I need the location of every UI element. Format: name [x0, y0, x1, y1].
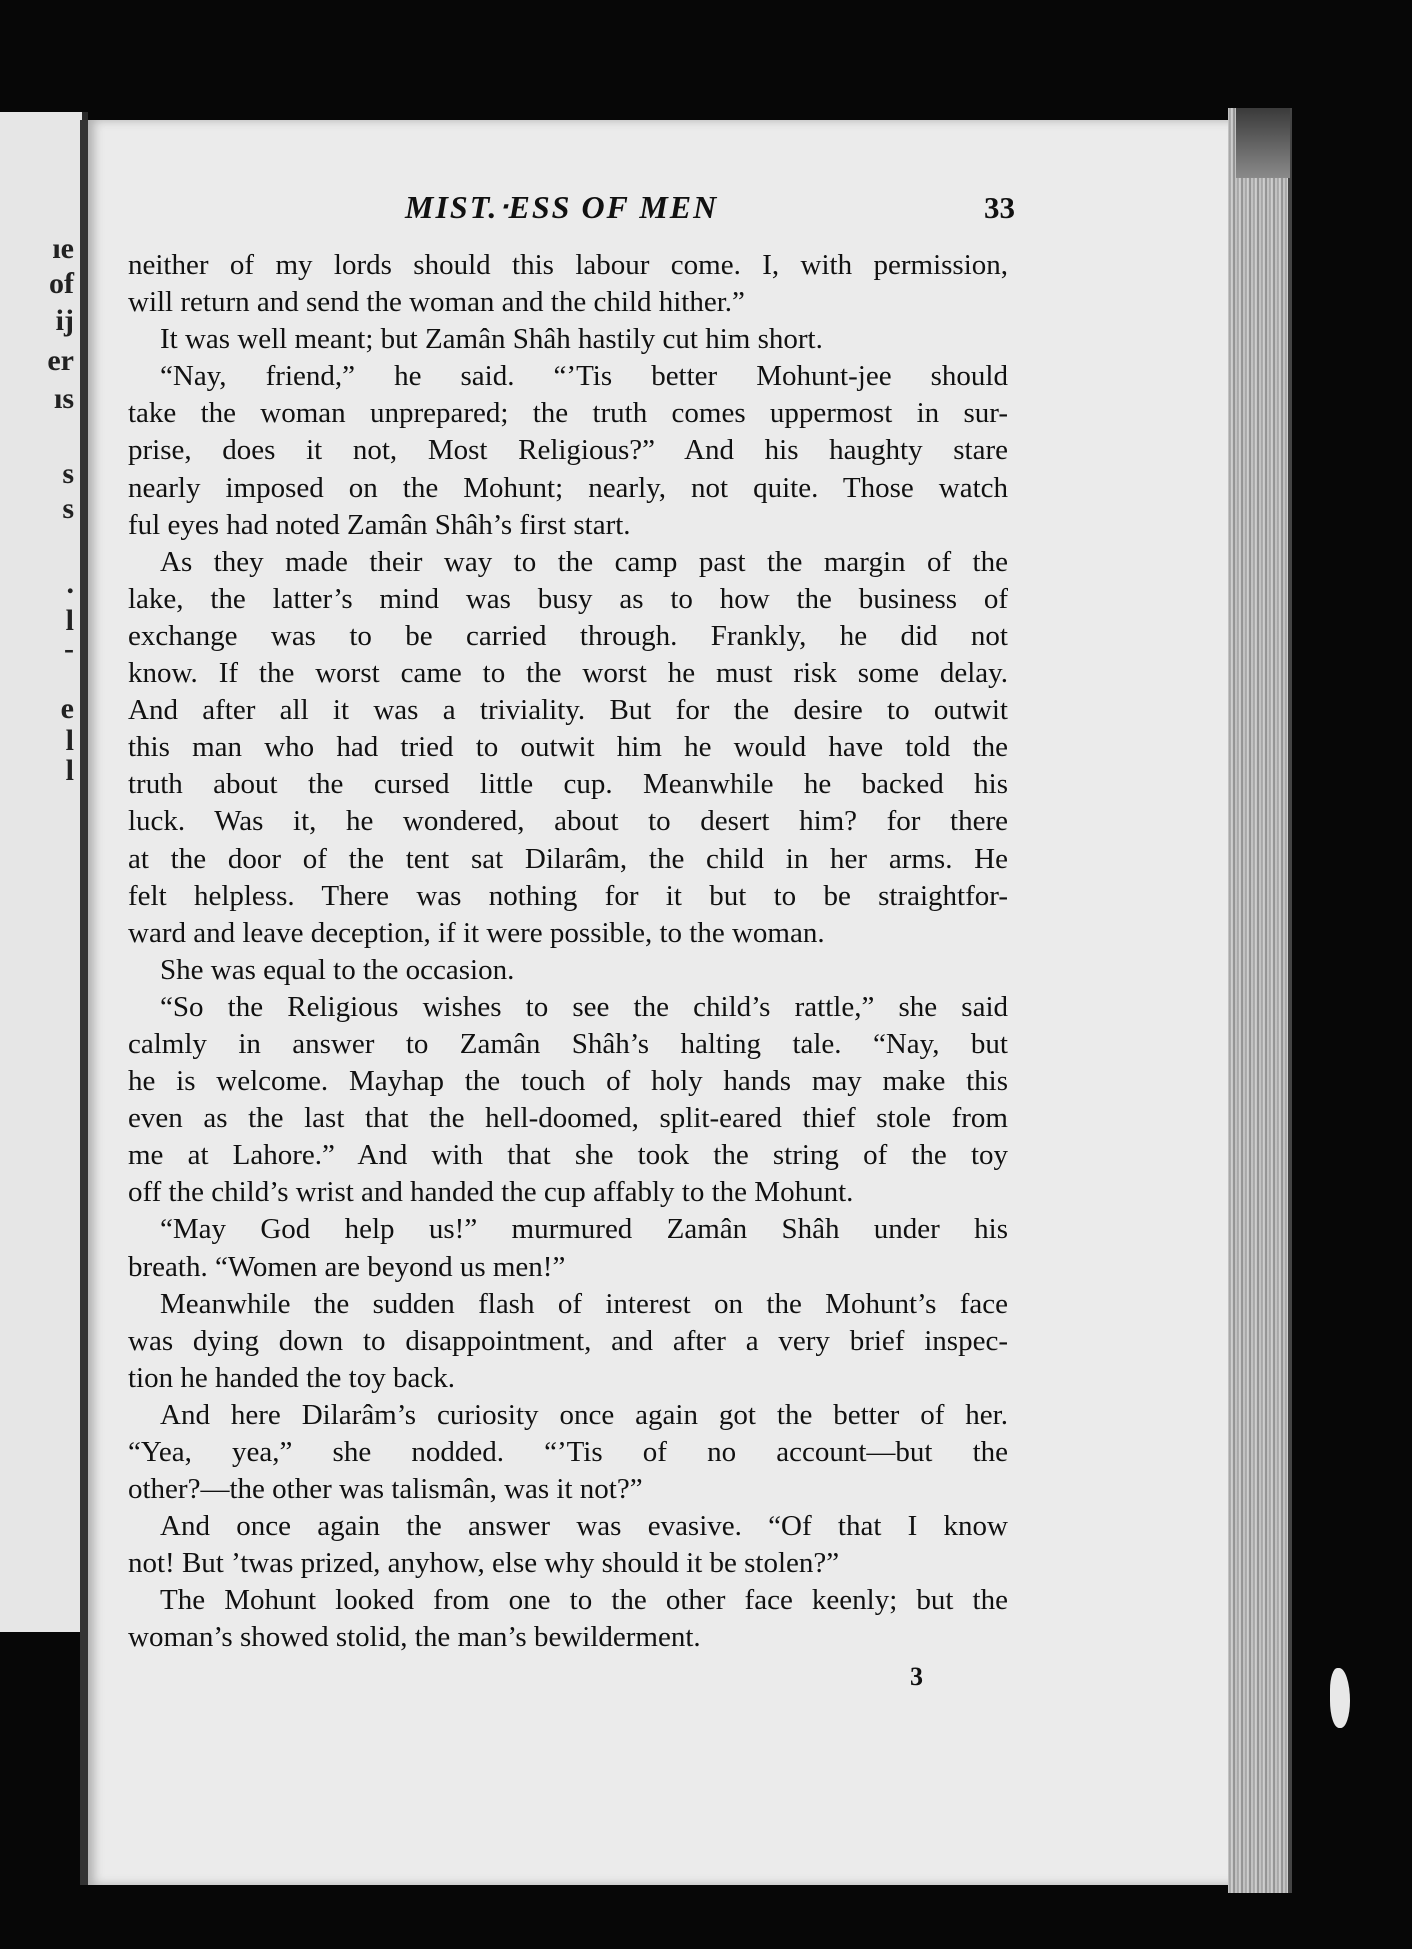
text-line: Meanwhile the sudden flash of interest on the Mohunt’s face [160, 1287, 1008, 1320]
page-block-shadow [1236, 108, 1290, 178]
text-line: off the child’s wrist and handed the cup affably to the Mohunt. [128, 1176, 854, 1209]
signature-mark: 3 [910, 1662, 923, 1691]
text-line: at the door of the tent sat Dilarâm, the child in her arms. He [128, 842, 1008, 875]
text-line: And once again the answer was evasive. “Of that I know [160, 1510, 1008, 1543]
page-block-edges [1228, 108, 1292, 1893]
text-line: take the woman unprepared; the truth comes uppermost in sur- [128, 397, 1008, 430]
text-line: exchange was to be carried through. Frankly, he did not [128, 619, 1008, 652]
text-line: not! But ’twas prized, anyhow, else why should it be stolen?” [128, 1547, 840, 1580]
left-page-sliver [0, 112, 88, 1632]
text-line: will return and send the woman and the child hither.” [128, 286, 745, 319]
left-page-fragment: of [49, 267, 74, 300]
text-line: ward and leave deception, if it were possible, to the woman. [128, 916, 825, 949]
text-line: this man who had tried to outwit him he would have told the [128, 731, 1008, 764]
text-line: “Yea, yea,” she nodded. “’Tis of no account—but the [128, 1436, 1008, 1468]
text-line: As they made their way to the camp past the margin of the [160, 545, 1008, 578]
left-page-fragment: s [62, 492, 74, 525]
left-page-fragment: . [66, 567, 74, 600]
text-line: calmly in answer to Zamân Shâh’s halting tale. “Nay, but [128, 1027, 1008, 1060]
text-line: woman’s showed stolid, the man’s bewilderment. [128, 1621, 701, 1654]
text-line: She was equal to the occasion. [160, 953, 515, 986]
page-number: 33 [984, 190, 1015, 225]
text-line: And here Dilarâm’s curiosity once again got the better of her. [160, 1398, 1008, 1431]
text-line: tion he handed the toy back. [128, 1361, 455, 1394]
stray-paper-mark [1330, 1668, 1350, 1728]
text-line: luck. Was it, he wondered, about to desert him? for there [128, 805, 1008, 838]
left-page-fragment: s [62, 457, 74, 490]
text-line: know. If the worst came to the worst he must risk some delay. [128, 657, 1008, 690]
left-page-fragment: ıs [53, 382, 74, 415]
text-line: was dying down to disappointment, and after a very brief inspec- [128, 1324, 1008, 1357]
text-line: lake, the latter’s mind was busy as to how the business of [128, 582, 1008, 615]
text-line: he is welcome. Mayhap the touch of holy hands may make this [128, 1065, 1008, 1098]
text-line: breath. “Women are beyond us men!” [128, 1250, 566, 1283]
left-page-fragment: e [60, 692, 74, 725]
body-text [128, 247, 1008, 1657]
text-line: felt helpless. There was nothing for it but to be straightfor- [128, 879, 1008, 912]
running-title: MIST.ᐧESS OF MEN [405, 189, 719, 225]
text-line: It was well meant; but Zamân Shâh hastily cut him short. [160, 323, 823, 356]
text-line: nearly imposed on the Mohunt; nearly, not quite. Those watch [128, 471, 1008, 504]
text-line: ful eyes had noted Zamân Shâh’s first start. [128, 508, 631, 541]
running-head [0, 188, 1412, 238]
left-page-fragment: l [65, 604, 74, 637]
left-page-fragment: - [64, 632, 74, 665]
text-line: prise, does it not, Most Religious?” And his haughty stare [128, 434, 1008, 467]
text-line: And after all it was a triviality. But for the desire to outwit [128, 694, 1008, 727]
text-line: “May God help us!” murmured Zamân Shâh under his [160, 1213, 1008, 1246]
left-page-fragment: ıe [52, 232, 74, 265]
text-line: truth about the cursed little cup. Meanwhile he backed his [128, 768, 1008, 801]
text-line: The Mohunt looked from one to the other face keenly; but the [160, 1584, 1008, 1617]
left-page-fragment: l [65, 754, 74, 787]
text-line: even as the last that the hell-doomed, split-eared thief stole from [128, 1102, 1008, 1135]
text-line: neither of my lords should this labour come. I, with permission, [128, 249, 1008, 281]
text-line: other?—the other was talismân, was it not?” [128, 1473, 643, 1506]
text-line: me at Lahore.” And with that she took the string of the toy [128, 1139, 1008, 1172]
left-page-fragment: l [65, 724, 74, 757]
left-page-fragment: ij [55, 304, 74, 337]
text-line: “So the Religious wishes to see the child’s rattle,” she said [160, 990, 1008, 1023]
text-line: “Nay, friend,” he said. “’Tis better Mohunt-jee should [160, 360, 1008, 393]
left-page-fragment: er [47, 344, 74, 377]
